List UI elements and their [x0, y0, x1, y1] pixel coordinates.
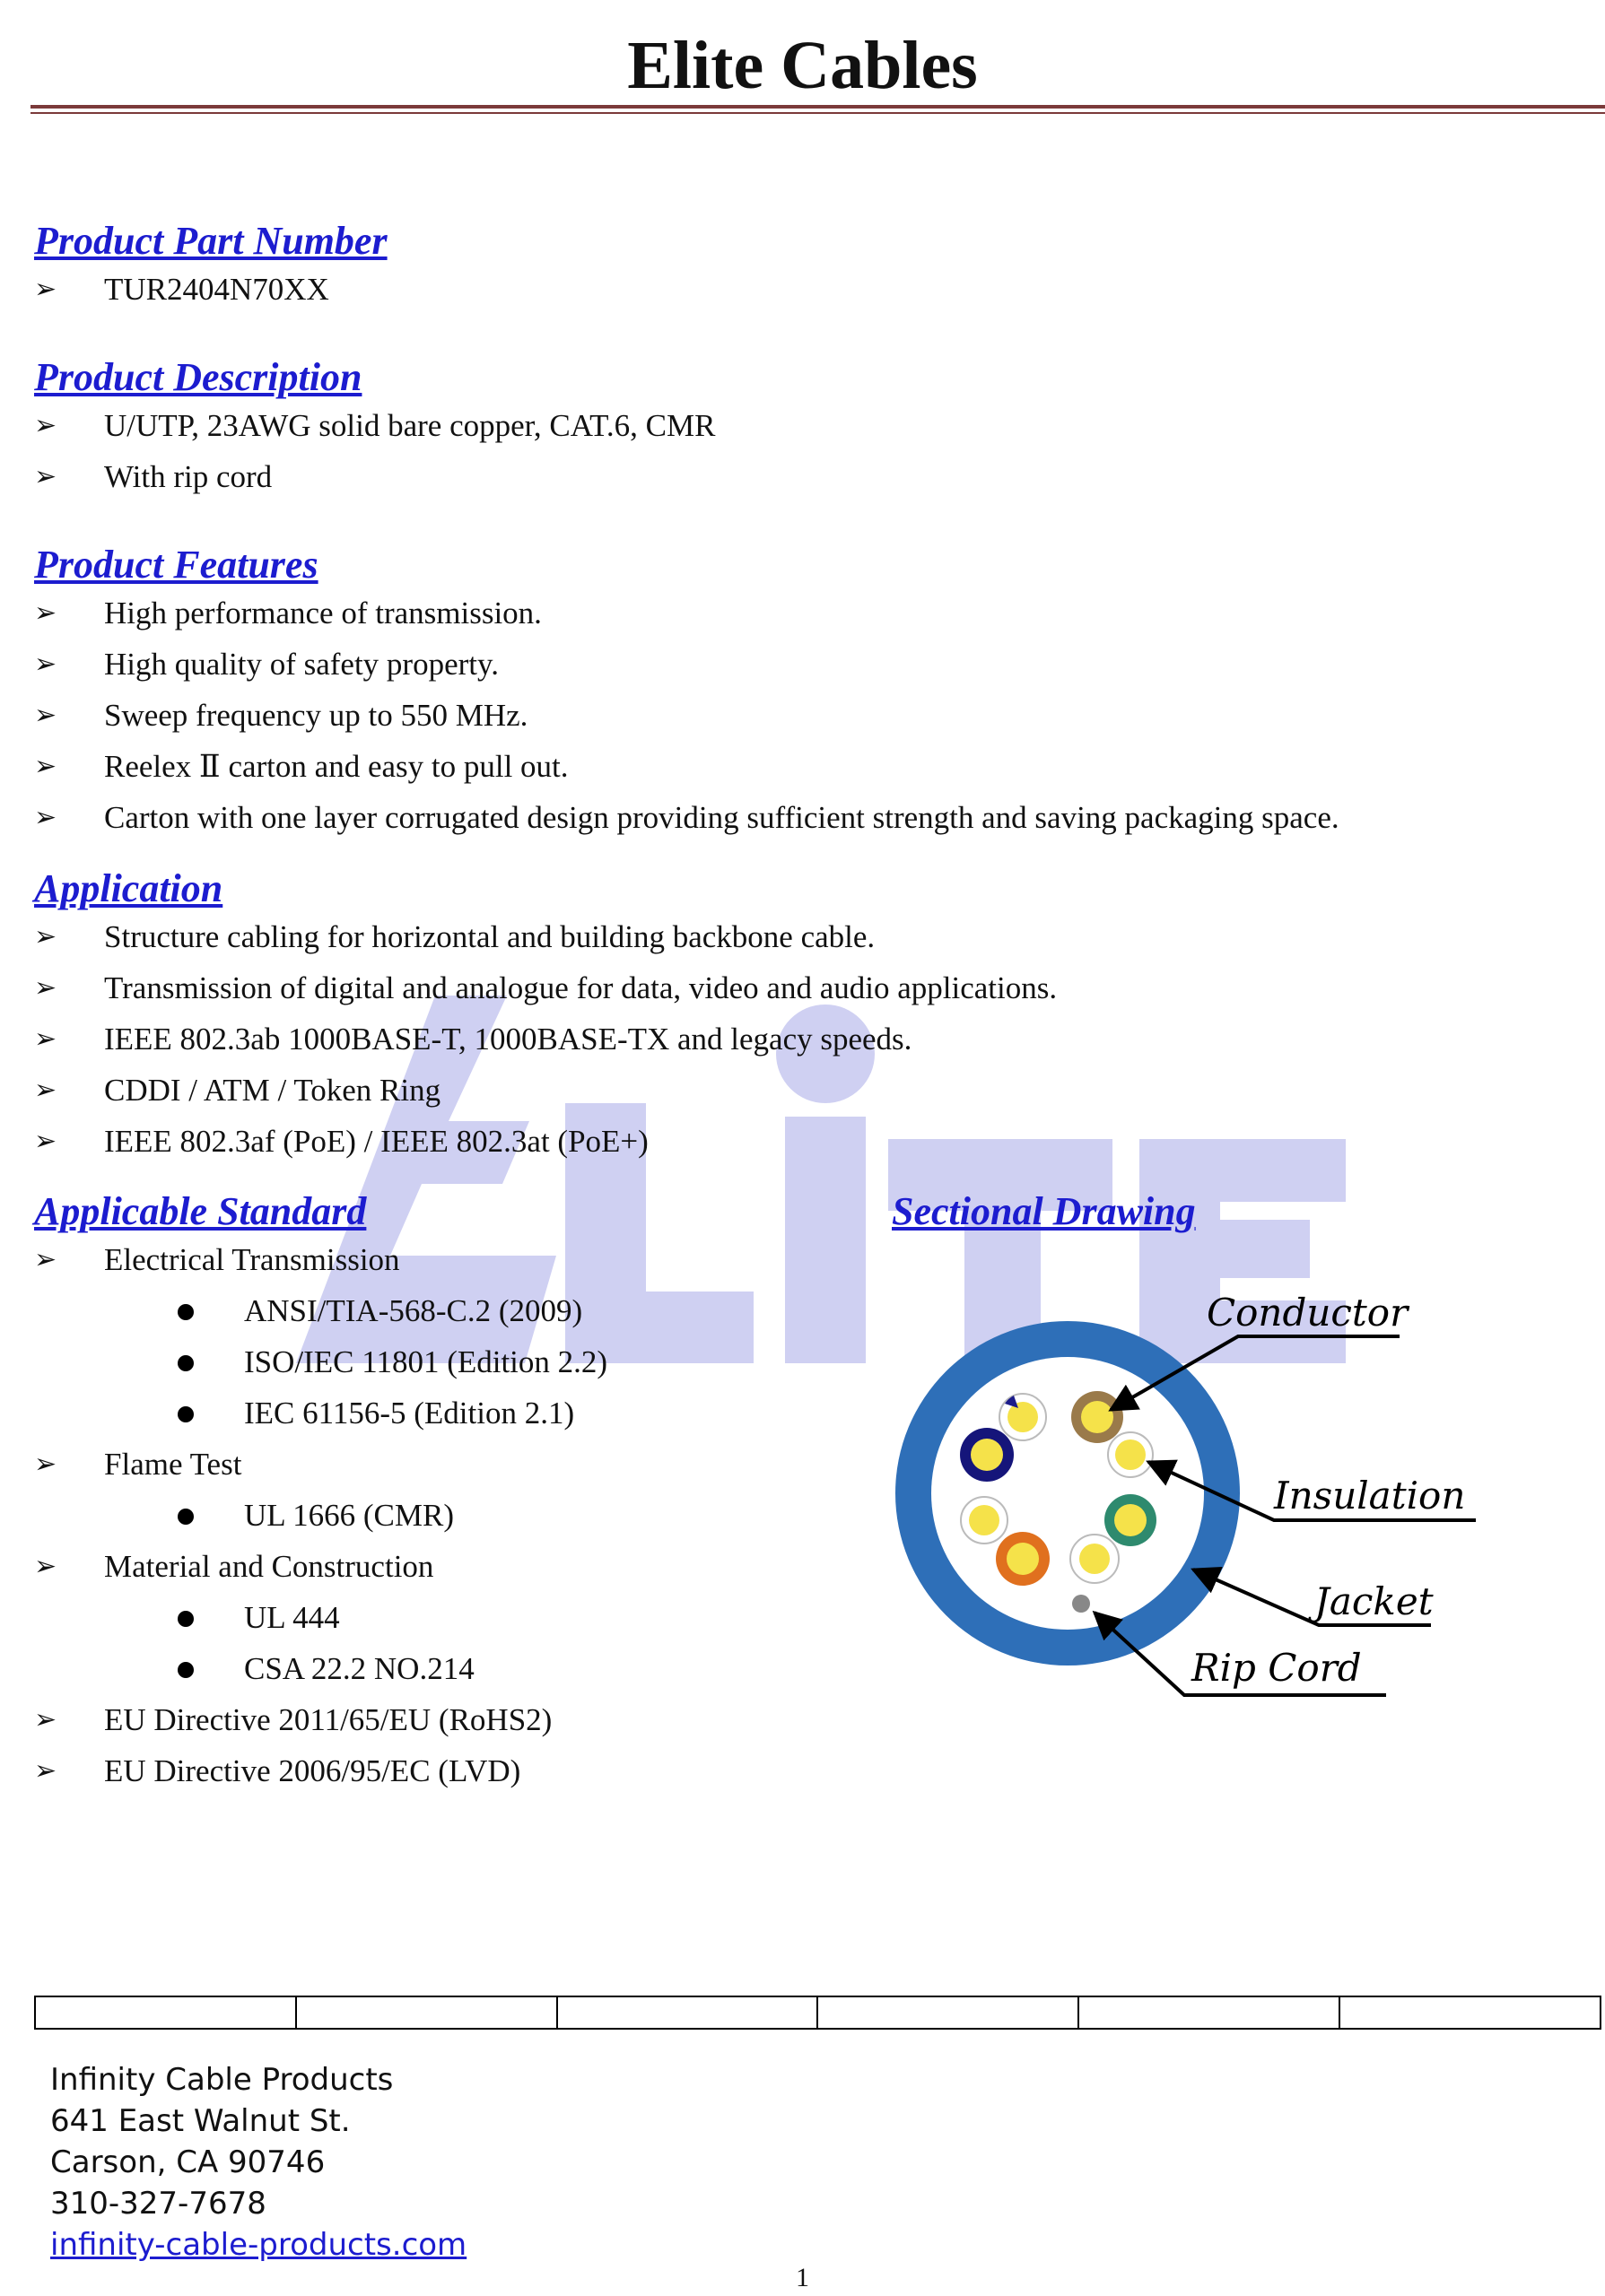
arrow-bullet-icon: ➢ [34, 752, 57, 781]
title-rule-thick [31, 105, 1605, 109]
table-cell [35, 1996, 296, 2029]
arrow-bullet-icon: ➢ [34, 1552, 57, 1581]
heading-part-number: Product Part Number [34, 219, 388, 263]
document-title: Elite Cables [627, 28, 978, 103]
arrow-bullet-icon: ➢ [34, 274, 57, 304]
conductor-white-blue [999, 1394, 1046, 1440]
arrow-bullet-icon: ➢ [34, 1245, 57, 1274]
title-rule-thin [31, 112, 1605, 114]
city-state-zip: Carson, CA 90746 [50, 2144, 326, 2180]
arrow-bullet-icon: ➢ [34, 700, 57, 730]
arrow-bullet-icon: ➢ [34, 973, 57, 1003]
heading-features: Product Features [34, 543, 318, 587]
conductor-white-brown [1108, 1432, 1153, 1477]
company-name: Infinity Cable Products [50, 2062, 394, 2098]
conductor-pair-orange [996, 1532, 1050, 1586]
arrow-bullet-icon: ➢ [34, 649, 57, 679]
arrow-bullet-icon: ➢ [34, 1756, 57, 1786]
table-cell [296, 1996, 557, 2029]
arrow-bullet-icon: ➢ [34, 803, 57, 832]
phone-number: 310-327-7678 [50, 2186, 266, 2222]
revision-table [34, 1996, 1601, 2030]
arrow-bullet-icon: ➢ [34, 598, 57, 628]
table-cell [557, 1996, 818, 2029]
table-cell [1339, 1996, 1601, 2029]
rip-cord [1072, 1595, 1090, 1613]
street-address: 641 East Walnut St. [50, 2103, 351, 2139]
dot-bullet-icon [178, 1304, 194, 1320]
dot-bullet-icon [178, 1406, 194, 1422]
dot-bullet-icon [178, 1509, 194, 1525]
label-insulation: Insulation [1274, 1474, 1466, 1518]
arrow-bullet-icon: ➢ [34, 1024, 57, 1054]
dot-bullet-icon [178, 1611, 194, 1627]
arrow-bullet-icon: ➢ [34, 1075, 57, 1105]
table-cell [817, 1996, 1078, 2029]
arrow-bullet-icon: ➢ [34, 1449, 57, 1479]
conductor-pair-green [1104, 1494, 1156, 1546]
arrow-bullet-icon: ➢ [34, 462, 57, 491]
page-number: 1 [796, 2263, 809, 2292]
label-conductor: Conductor [1207, 1291, 1409, 1335]
conductor-pair-blue [960, 1428, 1014, 1482]
heading-applicable-standard: Applicable Standard [34, 1189, 367, 1233]
dot-bullet-icon [178, 1355, 194, 1371]
arrow-bullet-icon: ➢ [34, 1705, 57, 1735]
website-link[interactable]: infinity-cable-products.com [50, 2227, 467, 2263]
arrow-bullet-icon: ➢ [34, 922, 57, 952]
company-address [50, 2059, 467, 2266]
label-rip-cord: Rip Cord [1191, 1646, 1362, 1690]
conductor-white-green [1070, 1535, 1119, 1583]
heading-sectional-drawing: Sectional Drawing [892, 1189, 1196, 1233]
table-cell [1078, 1996, 1339, 2029]
arrow-bullet-icon: ➢ [34, 411, 57, 440]
cable-core-space [931, 1357, 1204, 1630]
arrow-bullet-icon: ➢ [34, 1126, 57, 1156]
cable-cross-section-diagram [870, 1256, 1498, 1722]
dot-bullet-icon [178, 1662, 194, 1678]
heading-description: Product Description [34, 355, 362, 399]
conductor-white-orange [961, 1497, 1007, 1544]
heading-application: Application [34, 866, 223, 910]
label-jacket: Jacket [1314, 1579, 1434, 1623]
conductor-pair-brown [1071, 1391, 1123, 1443]
